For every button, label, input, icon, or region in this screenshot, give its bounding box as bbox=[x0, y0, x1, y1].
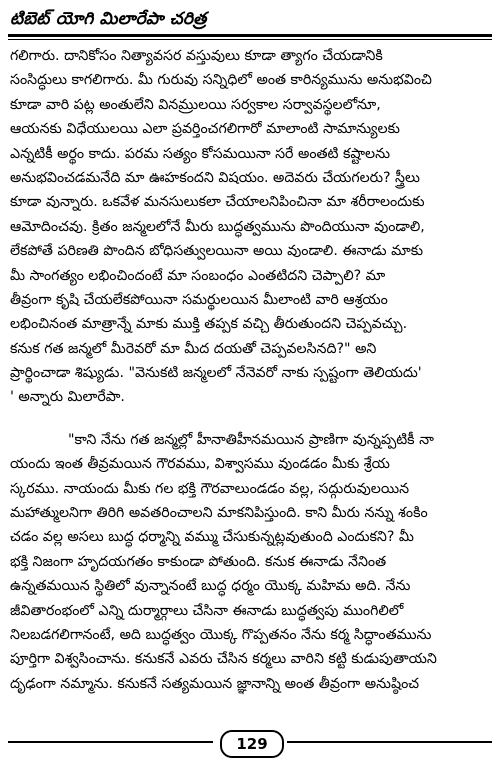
page-number: 129 bbox=[220, 730, 284, 758]
header-rule-thick bbox=[8, 34, 492, 37]
text-line: అనుభవించడమనేది మా ఊహకందని విషయం. అదెవరు చేయగలరు? స్త్రీలు bbox=[10, 169, 420, 186]
footer-rule-right bbox=[287, 741, 492, 743]
text-line: జీవితారంభంలో ఎన్ని దుర్మార్గాలు చేసినా ఈనాడు బుద్ధత్వపు ముంగిలిలో bbox=[10, 602, 404, 619]
paragraph bbox=[10, 44, 492, 410]
text-line: ' అన్నారు మిలారేపా. bbox=[10, 389, 125, 406]
running-header bbox=[8, 6, 492, 34]
text-line: గలిగారు. దానికోసం నిత్యావసర వస్తువులు కూడా త్యాగం చేయడానికి bbox=[10, 48, 383, 64]
text-line: యందు ఇంత తీవ్రమయిన గౌరవము, విశ్వాసము వుండడం మీకు శ్రేయ bbox=[10, 456, 390, 473]
text-line: నిలబడగలిగానంటే, అది బుద్ధత్వం యొక్క గొప్పతనం నేను కర్మ సిద్ధాంతమును bbox=[10, 626, 432, 643]
text-line: లేకపోతే పరిణతి పొందిన బోధిసత్వులయినా అయి వుండాలి. ఈనాడు మాకు bbox=[10, 243, 424, 260]
text-line: ఎన్నటికీ అర్థం కాదు. పరమ సత్యం కోసమయినా సరే అంతటి కష్టాలను bbox=[10, 145, 390, 162]
text-line: ఆయనకు విధేయులయి ఎలా ప్రవర్తించగలిగారో మాలాంటి సామాన్యులకు bbox=[10, 121, 400, 138]
book-title: టిబెట్ యోగి మిలారేపా చరిత్ర bbox=[10, 9, 207, 29]
text-line: సంసిద్ధులు కాగలిగారు. మీ గురువు సన్నిధిలో అంత కారిన్యమును అనుభవించి bbox=[10, 72, 432, 89]
text-line: భక్తి నిజంగా హృదయగతం కాకుండా పోతుంది. కనుక ఈనాడు నేనింత bbox=[10, 553, 387, 570]
text-line: మీ సాంగత్యం లభించిందంటే మా సంబంధం ఎంతటిదని చెప్పాలి? మా bbox=[10, 267, 386, 284]
text-line: "కాని నేను గత జన్మల్లో హీనాతిహీనమయిన ప్రాణిగా వున్నప్పటికీ నా bbox=[68, 431, 434, 448]
page-body bbox=[10, 44, 492, 696]
text-line: కూడా వున్నారు. ఒకవేళ మనసులుకలా చేయాలనిపించినా మా శరీరాలందుకు bbox=[10, 194, 425, 211]
text-line: కూడా వారి పట్ల అంతులేని వినమ్రులయి సర్వకాల సర్వావస్థలలోనూ, bbox=[10, 96, 381, 113]
text-line: తీవ్రంగా కృషి చేయలేకపోయినా సమర్థులయిన మీలాంటి వారి ఆశ్రయం bbox=[10, 291, 388, 308]
text-line: ప్రార్థించాడా శిష్యుడు. "వెనుకటి జన్మలలో నేనెవరో నాకు స్పష్టంగా తెలియదు' bbox=[10, 365, 422, 382]
paragraph bbox=[10, 428, 492, 696]
text-line: పూర్తిగా విశ్వసించాను. కనుకనే ఎవరు చేసిన కర్మలు వారిని కట్టి కుడుపుతాయని bbox=[10, 651, 437, 668]
text-line: ఉన్నతమయిన స్థితిలో వున్నానంటే బుద్ధ ధర్మం యొక్క మహిమ అది. నేను bbox=[10, 578, 411, 595]
text-line: చడం వల్ల అసలు బుద్ధ ధర్మాన్ని వమ్ము చేసుకున్నట్లవుతుంది ఎందుకని? మీ bbox=[10, 529, 414, 546]
text-line: లభించినంత మాత్రాన్నే మాకు ముక్తి తప్పక వచ్చి తీరుతుందని చెప్పవచ్చు. bbox=[10, 316, 408, 333]
text-line: స్కరము. నాయందు మీకు గల భక్తి గౌరవాలుండడం వల్ల, సద్గురువులయిన bbox=[10, 480, 410, 497]
text-line: ఆమోదించవు. క్రితం జన్మలలోనే మీరు బుద్ధత్వమును పొందియునా వుండాలి, bbox=[10, 218, 425, 235]
footer-rule-left bbox=[8, 741, 213, 743]
text-line: మహాత్ములనిగా తిరిగి అవతరించాలని మాకనిపిస్తుంది. కాని మీరు నన్ను శంకిం bbox=[10, 505, 428, 522]
header-rule-thin bbox=[8, 39, 492, 40]
text-line: దృఢంగా నమ్మాను. కనుకనే సత్యమయిన జ్ఞానాన్ని అంత తీవ్రంగా అనుష్ఠించ bbox=[10, 675, 420, 692]
text-line: కనుక గత జన్మలో మీరెవరో మా మీద దయతో చెప్పవలసినది?" అని bbox=[10, 340, 377, 357]
